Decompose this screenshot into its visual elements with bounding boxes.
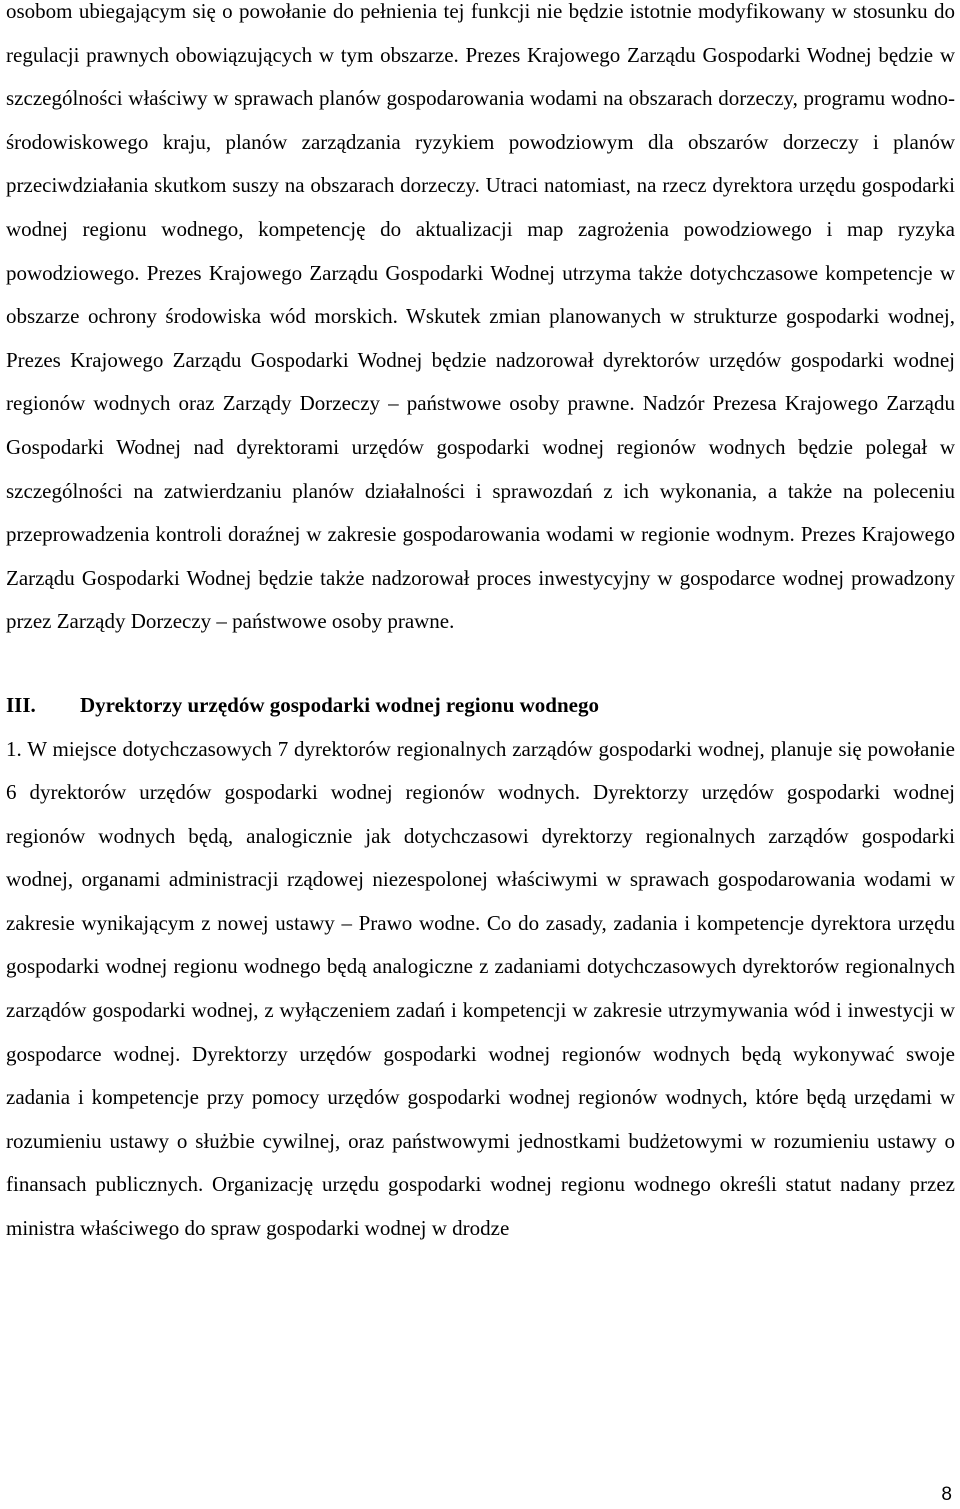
section-title: Dyrektorzy urzędów gospodarki wodnej regionu wodnego (80, 692, 599, 717)
paragraph-continued: osobom ubiegającym się o powołanie do pełnienia tej funkcji nie będzie istotnie modyfikowany w stosunku do regulacji prawnych obowiązujących w tym obszarze. Prezes Krajowego Zarządu Gospodarki Wodnej będzie w szczególności właściwy w sprawach planów gospodarowania wodami na obszarach dorzeczy, programu wodno-środowiskowego kraju, planów zarządzania ryzykiem powodziowym dla obszarów dorzeczy i planów przeciwdziałania skutkom suszy na obszarach dorzeczy. Utraci natomiast, na rzecz dyrektora urzędu gospodarki wodnej regionu wodnego, kompetencję do aktualizacji map zagrożenia powodziowego i map ryzyka powodziowego. Prezes Krajowego Zarządu Gospodarki Wodnej utrzyma także dotychczasowe kompetencje w obszarze ochrony środowiska wód morskich. Wskutek zmian planowanych w strukturze gospodarki wodnej, Prezes Krajowego Zarządu Gospodarki Wodnej będzie nadzorował dyrektorów urzędów gospodarki wodnej regionów wodnych oraz Zarządy Dorzeczy – państwowe osoby prawne. Nadzór Prezesa Krajowego Zarządu Gospodarki Wodnej nad dyrektorami urzędów gospodarki wodnej regionów wodnych będzie polegał w szczególności na zatwierdzaniu planów działalności i sprawozdań z ich wykonania, a także na poleceniu przeprowadzenia kontroli doraźnej w zakresie gospodarowania wodami w regionie wodnym. Prezes Krajowego Zarządu Gospodarki Wodnej będzie także nadzorował proces inwestycyjny w gospodarce wodnej prowadzony przez Zarządy Dorzeczy – państwowe osoby prawne. (6, 0, 955, 634)
section-number: III. (6, 692, 36, 717)
document-page (6, 0, 955, 1251)
page-number: 8 (941, 1484, 952, 1505)
section-heading (6, 684, 955, 728)
paragraph-1: 1. W miejsce dotychczasowych 7 dyrektorów regionalnych zarządów gospodarki wodnej, planuje się powołanie 6 dyrektorów urzędów gospodarki wodnej regionów wodnych. Dyrektorzy urzędów gospodarki wodnej regionów wodnych będą, analogicznie jak dotychczasowi dyrektorzy regionalnych zarządów gospodarki wodnej, organami administracji rządowej niezespolonej właściwymi w sprawach gospodarowania wodami w zakresie wynikającym z nowej ustawy – Prawo wodne. Co do zasady, zadania i kompetencje dyrektora urzędu gospodarki wodnej regionu wodnego będą analogiczne z zadaniami dotychczasowych dyrektorów regionalnych zarządów gospodarki wodnej, z wyłączeniem zadań i kompetencji w zakresie utrzymywania wód i inwestycji w gospodarce wodnej. Dyrektorzy urzędów gospodarki wodnej regionów wodnych będą wykonywać swoje zadania i kompetencje przy pomocy urzędów gospodarki wodnej regionów wodnych, które będą urzędami w rozumieniu ustawy o służbie cywilnej, oraz państwowymi jednostkami budżetowymi w rozumieniu ustawy o finansach publicznych. Organizację urzędu gospodarki wodnej regionu wodnego określi statut nadany przez ministra właściwego do spraw gospodarki wodnej w drodze (6, 736, 955, 1241)
